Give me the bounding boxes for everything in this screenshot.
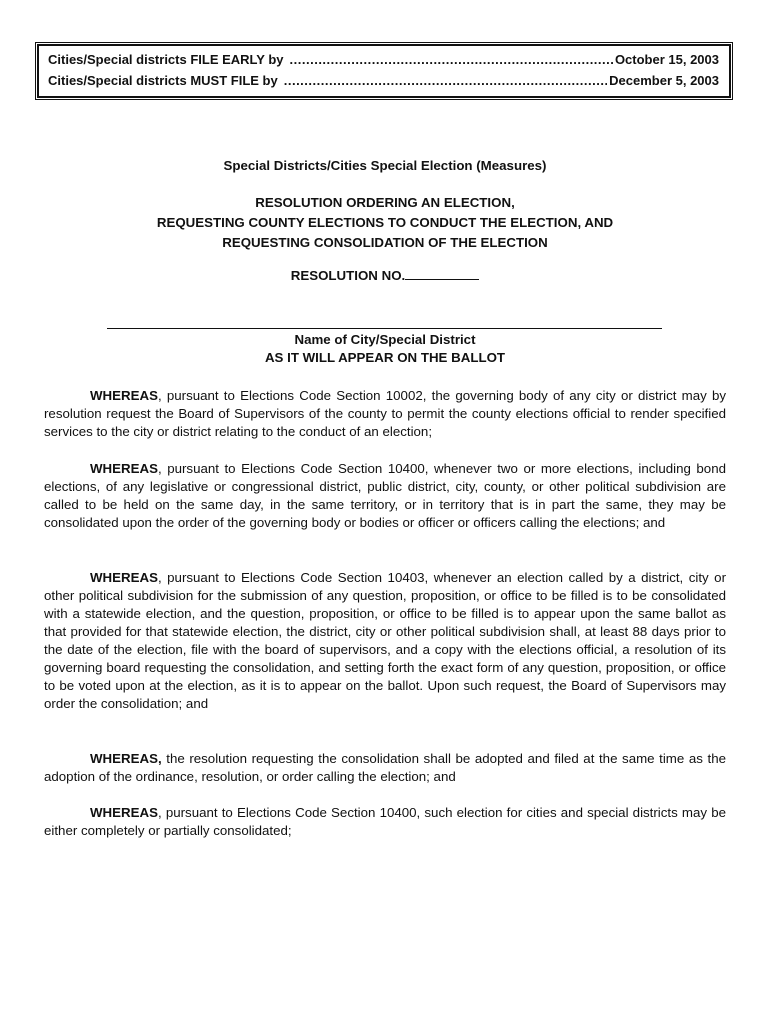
whereas-lead: WHEREAS — [90, 570, 158, 585]
whereas-paragraph — [44, 569, 726, 713]
resolution-title — [0, 193, 770, 253]
resolution-title-line: REQUESTING COUNTY ELECTIONS TO CONDUCT THE ELECTION, AND — [156, 215, 614, 230]
document-subtitle: Special Districts/Cities Special Election (Measures) — [223, 158, 547, 173]
resolution-number-label: RESOLUTION NO. — [290, 268, 406, 283]
whereas-lead: WHEREAS — [90, 461, 158, 476]
paragraph-text: , pursuant to Elections Code Section 10400, such election for cities and special districts may be either completely or partially consolidated; — [44, 805, 726, 838]
whereas-paragraph — [44, 804, 726, 840]
whereas-lead: WHEREAS, — [90, 751, 162, 766]
resolution-title-line: RESOLUTION ORDERING AN ELECTION, — [255, 195, 515, 210]
district-name-caption — [0, 331, 770, 367]
filing-deadlines-box — [37, 44, 731, 98]
dot-leader — [284, 73, 607, 88]
paragraph-text: , pursuant to Elections Code Section 10002, the governing body of any city or district may by resolution request the Board of Supervisors of the county to permit the county elections official to render specified services to the city or district relating to the conduct of an election; — [44, 388, 726, 439]
deadline-row-file-early — [48, 52, 719, 73]
resolution-number — [0, 267, 770, 283]
deadline-label: Cities/Special districts MUST FILE by — [48, 73, 278, 88]
whereas-paragraph — [44, 387, 726, 441]
district-name-blank-line[interactable] — [107, 328, 662, 329]
resolution-number-blank[interactable] — [405, 267, 479, 280]
district-name-caption-line2: AS IT WILL APPEAR ON THE BALLOT — [264, 350, 506, 365]
paragraph-text: the resolution requesting the consolidation shall be adopted and filed at the same time as the adoption of the ordinance, resolution, or order calling the election; and — [44, 751, 726, 784]
deadline-label: Cities/Special districts FILE EARLY by — [48, 52, 284, 67]
district-name-caption-line1: Name of City/Special District — [294, 332, 476, 347]
deadline-row-must-file — [48, 73, 719, 94]
whereas-lead: WHEREAS — [90, 805, 158, 820]
whereas-paragraph — [44, 460, 726, 532]
paragraph-text: , pursuant to Elections Code Section 10403, whenever an election called by a district, city or other political subdivision for the submission of any question, proposition, or office to be filled is to be consolidated with a statewide election, and the question, proposition, or office to be filled is to appear upon the same ballot as that provided for that statewide election, the district, city or other political subdivision shall, at least 88 days prior to the date of the election, file with the board of supervisors, and a copy with the elections official, a resolution of its governing board requesting the consolidation, and setting forth the exact form of any question, proposition, or office to be voted upon at the election, as it is to appear on the ballot. Upon such request, the Board of Supervisors may order the consolidation; and — [44, 570, 726, 711]
deadline-date: December 5, 2003 — [609, 73, 719, 88]
whereas-lead: WHEREAS — [90, 388, 158, 403]
resolution-title-line: REQUESTING CONSOLIDATION OF THE ELECTION — [222, 235, 548, 250]
whereas-paragraph — [44, 750, 726, 786]
dot-leader — [290, 52, 613, 67]
deadline-date: October 15, 2003 — [614, 52, 719, 67]
paragraph-text: , pursuant to Elections Code Section 10400, whenever two or more elections, including bond elections, of any legislative or congressional district, public district, city, county, or other political subdivision are called to be held on the same day, in the same territory, or in territory that is in part the same, they may be consolidated upon the order of the governing body or bodies or officer or officers calling the elections; and — [44, 461, 726, 530]
